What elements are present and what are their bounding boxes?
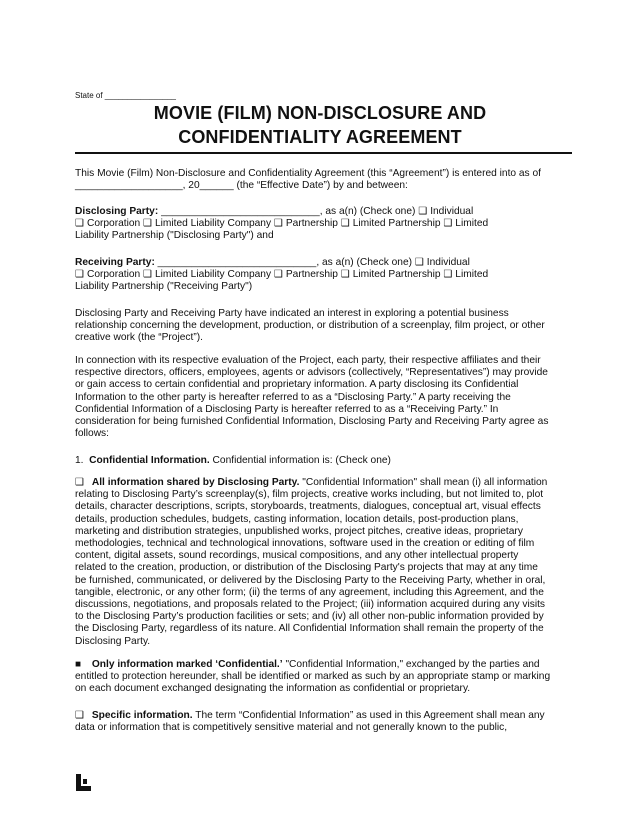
option-line: marketing and distribution strategies, unpublished works, project pitches, creative ideas, proprietary <box>75 525 523 537</box>
option-line: entitled to protection hereunder, shall be identified or marked as such by an appropriate stamp or marking <box>75 671 551 683</box>
receiving-entity-options-cont: Liability Partnership ("Receiving Party") <box>75 281 253 293</box>
option-marked-confidential <box>75 659 565 696</box>
paragraph-line: Information to the other party is hereafter referred to as a “Disclosing Party.” A party receiving the <box>75 391 511 403</box>
section-heading: Confidential Information. <box>89 455 210 466</box>
disclosing-party-label: Disclosing Party: <box>75 206 159 217</box>
option-heading: Only information marked ‘Confidential.’ <box>91 659 283 670</box>
option-heading: All information shared by Disclosing Party. <box>91 477 300 488</box>
option-all-information <box>75 477 565 648</box>
disclosing-entity-options-cont: Liability Partnership ("Disclosing Party") and <box>75 230 274 242</box>
receiving-party-block <box>75 257 565 294</box>
intro-line: This Movie (Film) Non-Disclosure and Confidentiality Agreement (this “Agreement”) is entered into as of <box>75 168 541 179</box>
option-line: content, digital assets, sound recordings, musical compositions, and any other intellectual property <box>75 550 519 562</box>
option-line: discussions, negotiations, and proposals related to the Project; (iii) information acquired during any visits <box>75 599 546 611</box>
section-1-heading <box>75 455 565 467</box>
paragraph-line: Confidential Information of a Disclosing Party is hereafter referred to as a “Receiving Party.” In <box>75 403 499 415</box>
option-line: related to the creation, production, or distribution of the Disclosing Party's projects that may at any time <box>75 562 538 574</box>
paragraph-line: or gain access to certain confidential and proprietary information. A party disclosing its Confidential <box>75 379 519 391</box>
option-specific-information <box>75 710 565 734</box>
intro-line: ___________________, 20______ (the “Effective Date”) by and between: <box>75 180 408 192</box>
option-line: to the Disclosing Party’s production facilities or sets; and (iv) all other non-public information provided by <box>75 611 544 623</box>
receiving-party-label: Receiving Party: <box>75 257 155 268</box>
state-line: State of ________________ <box>75 91 176 100</box>
option-text: "Confidential Information," exchanged by the parties and <box>282 659 540 670</box>
option-line: on each document exchanged designating the information as confidential or proprietary. <box>75 683 471 695</box>
interest-paragraph <box>75 308 565 345</box>
disclosing-party-line[interactable]: ____________________________, as a(n) (Check one) ❑ Individual <box>158 206 474 217</box>
document-title-line2: CONFIDENTIALITY AGREEMENT <box>178 127 462 147</box>
paragraph-line: follows: <box>75 428 109 440</box>
option-heading: Specific information. <box>91 710 193 721</box>
option-line: Disclosing Party. <box>75 635 151 647</box>
option-line: be furnished, communicated, or delivered by the Disclosing Party to the Receiving Party, whether in oral, <box>75 574 546 586</box>
paragraph-line: creative work (the “Project”). <box>75 332 203 344</box>
section-number: 1. <box>75 455 84 466</box>
receiving-entity-options[interactable]: ❑ Corporation ❑ Limited Liability Company ❑ Partnership ❑ Limited Partnership ❑ Limited <box>75 269 489 281</box>
receiving-party-line[interactable]: ____________________________, as a(n) (Check one) ❑ Individual <box>154 257 470 268</box>
disclosing-party-block <box>75 206 565 243</box>
document-title-line1: MOVIE (FILM) NON-DISCLOSURE AND <box>153 103 487 123</box>
paragraph-line: respective directors, officers, employees, agents or advisors (collectively, “Representatives”) may provide <box>75 367 548 379</box>
disclosing-entity-options[interactable]: ❑ Corporation ❑ Limited Liability Company ❑ Partnership ❑ Limited Partnership ❑ Limited <box>75 218 489 230</box>
option-line: methodologies, technical and technological innovations, software used in the creation or editing of film <box>75 538 535 550</box>
paragraph-line: relationship concerning the development, production, or distribution of a screenplay, film project, or other <box>75 320 545 332</box>
connection-paragraph <box>75 355 565 440</box>
checkbox-icon[interactable]: ❑ <box>75 477 84 488</box>
intro-paragraph <box>75 168 565 192</box>
option-text: The term “Confidential Information” as used in this Agreement shall mean any <box>192 710 545 721</box>
option-line: the Disclosing Party, regardless of its nature. All Confidential Information shall remain the property of the <box>75 623 544 635</box>
option-line: details, character descriptions, scripts, storyboards, treatments, dialogues, conceptual art, visual effects <box>75 501 541 513</box>
option-line: relating to Disclosing Party’s screenplay(s), film projects, creative works including, but not limited to, plot <box>75 489 544 501</box>
section-intro: Confidential information is: (Check one) <box>209 455 391 466</box>
paragraph-line: Disclosing Party and Receiving Party have indicated an interest in exploring a potential business <box>75 308 509 319</box>
paragraph-line: In connection with its respective evaluation of the Project, each party, their respective affiliates and their <box>75 355 541 366</box>
title-divider <box>75 152 572 154</box>
option-line: data or information that is competitively sensitive material and not generally known to the public, <box>75 722 508 734</box>
option-line: details, production schedules, budgets, casting information, location details, post-production plans, <box>75 513 519 525</box>
paragraph-line: consideration for being furnished Confidential Information, Disclosing Party and Receiving Party agree as <box>75 416 549 428</box>
checkbox-checked-icon[interactable]: ■ <box>75 659 82 670</box>
option-line: tangible, electronic, or any other form; (ii) the terms of any agreement, including this Agreement, and the <box>75 586 544 598</box>
checkbox-icon[interactable]: ❑ <box>75 710 84 721</box>
option-text: "Confidential Information" shall mean (i) all information <box>299 477 548 488</box>
brand-logo-icon <box>74 773 94 793</box>
